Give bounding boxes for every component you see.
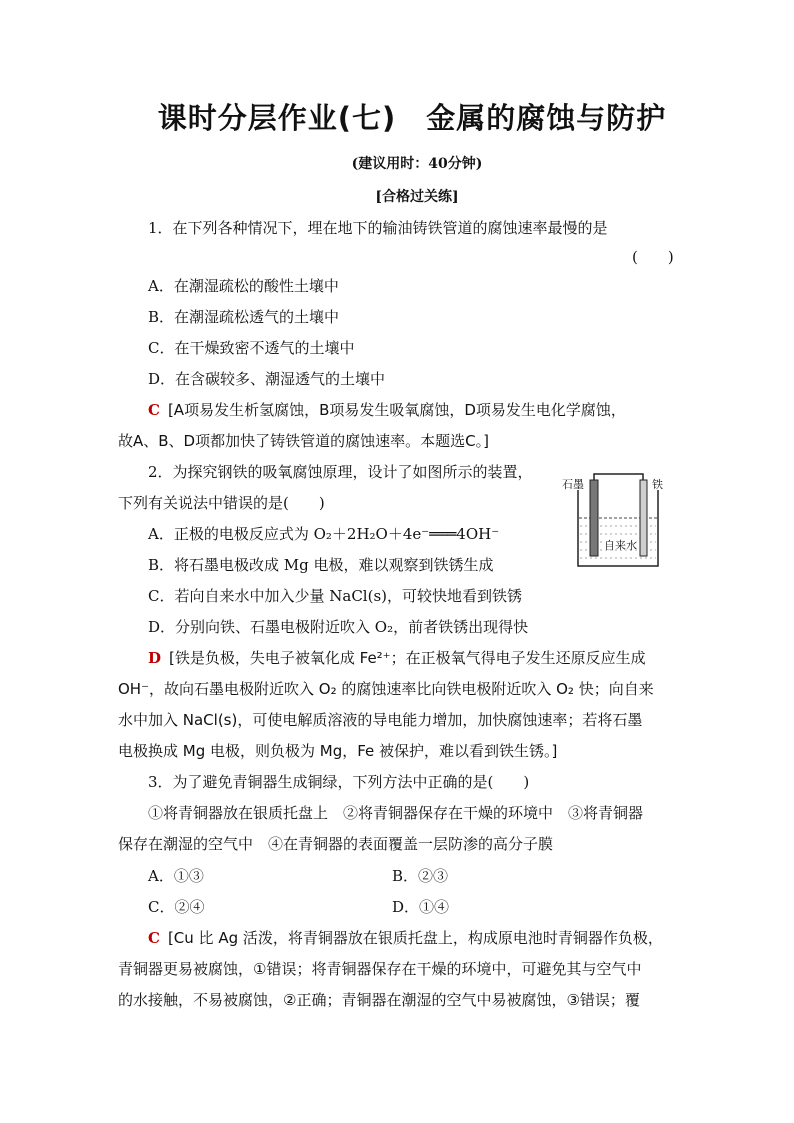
q1-answer-line-2: 故A、B、D项都加快了铸铁管道的腐蚀速率。本题选C。] [118,432,489,450]
section-heading: [合格过关练] [375,189,459,205]
q1-option-b: B．在潮湿疏松透气的土壤中 [148,308,340,326]
q2-answer-line-2: OH⁻，故向石墨电极附近吹入 O₂ 的腐蚀速率比向铁电极附近吹入 O₂ 快；向自来 [118,680,654,698]
q1-option-d: D．在含碳较多、潮湿透气的土壤中 [148,370,386,388]
q2-answer-letter: D [148,649,162,667]
connecting-wire [594,474,643,480]
q2-option-b: B．将石墨电极改成 Mg 电极，难以观察到铁锈生成 [148,556,494,574]
q1-answer-blank: ( ) [632,248,674,266]
q1-answer-text-1: [A项易发生析氢腐蚀，B项易发生吸氧腐蚀，D项易发生电化学腐蚀， [167,401,626,419]
graphite-electrode [590,480,598,556]
q2-answer-text-1: [铁是负极，失电子被氧化成 Fe²⁺；在正极氧气得电子发生还原反应生成 [169,649,646,667]
q2-answer-line-4: 电极换成 Mg 电极，则负极为 Mg，Fe 被保护，难以看到铁生锈。] [118,742,558,760]
figure-label-tap-water: 自来水 [604,539,637,552]
q3-option-d: D．①④ [392,898,450,916]
suggested-time: (建议用时：40分钟) [351,156,483,172]
q3-option-a: A．①③ [148,867,204,885]
page-title: 课时分层作业(七) 金属的腐蚀与防护 [157,101,667,135]
q2-stem-2: 下列有关说法中错误的是( ) [118,494,325,512]
q2-option-d: D．分别向铁、石墨电极附近吹入 O₂，前者铁锈出现得快 [148,618,529,636]
iron-electrode [640,480,647,556]
q1-option-c: C．在干燥致密不透气的土壤中 [148,339,355,357]
q1-stem: 1．在下列各种情况下，埋在地下的输油铸铁管道的腐蚀速率最慢的是 [148,219,608,237]
q3-answer-text-1: [Cu 比 Ag 活泼，将青铜器放在银质托盘上，构成原电池时青铜器作负极， [167,929,663,947]
q2-stem-1: 2．为探究钢铁的吸氧腐蚀原理，设计了如图所示的装置， [148,463,533,481]
q3-answer-line-2: 青铜器更易被腐蚀，①错误；将青铜器保存在干燥的环境中，可避免其与空气中 [118,960,642,978]
q2-answer-line-3: 水中加入 NaCl(s)，可使电解质溶液的导电能力增加，加快腐蚀速率；若将石墨 [118,711,643,729]
figure-label-graphite: 石墨 [562,478,584,491]
q2-option-a: A．正极的电极反应式为 O₂＋2H₂O＋4e⁻═══4OH⁻ [148,525,500,543]
q3-stem: 3．为了避免青铜器生成铜绿，下列方法中正确的是( ) [148,773,530,791]
q3-items-2: 保存在潮湿的空气中 ④在青铜器的表面覆盖一层防渗的高分子膜 [118,835,554,853]
q2-option-c: C．若向自来水中加入少量 NaCl(s)，可较快地看到铁锈 [148,587,522,605]
q1-answer-line-1 [148,400,626,420]
q3-answer-line-3: 的水接触，不易被腐蚀，②正确；青铜器在潮湿的空气中易被腐蚀，③错误；覆 [118,991,640,1009]
q1-option-a: A．在潮湿疏松的酸性土壤中 [148,277,339,295]
q2-answer-line-1 [148,648,646,668]
q3-option-b: B．②③ [392,867,449,885]
q3-option-c: C．②④ [148,898,205,916]
beaker-apparatus-figure [560,472,672,572]
q1-answer-letter: C [148,401,160,419]
q3-answer-letter: C [148,929,160,947]
q3-answer-line-1 [148,928,663,948]
q3-items-1: ①将青铜器放在银质托盘上 ②将青铜器保存在干燥的环境中 ③将青铜器 [148,804,644,822]
figure-label-iron: 铁 [652,478,663,491]
